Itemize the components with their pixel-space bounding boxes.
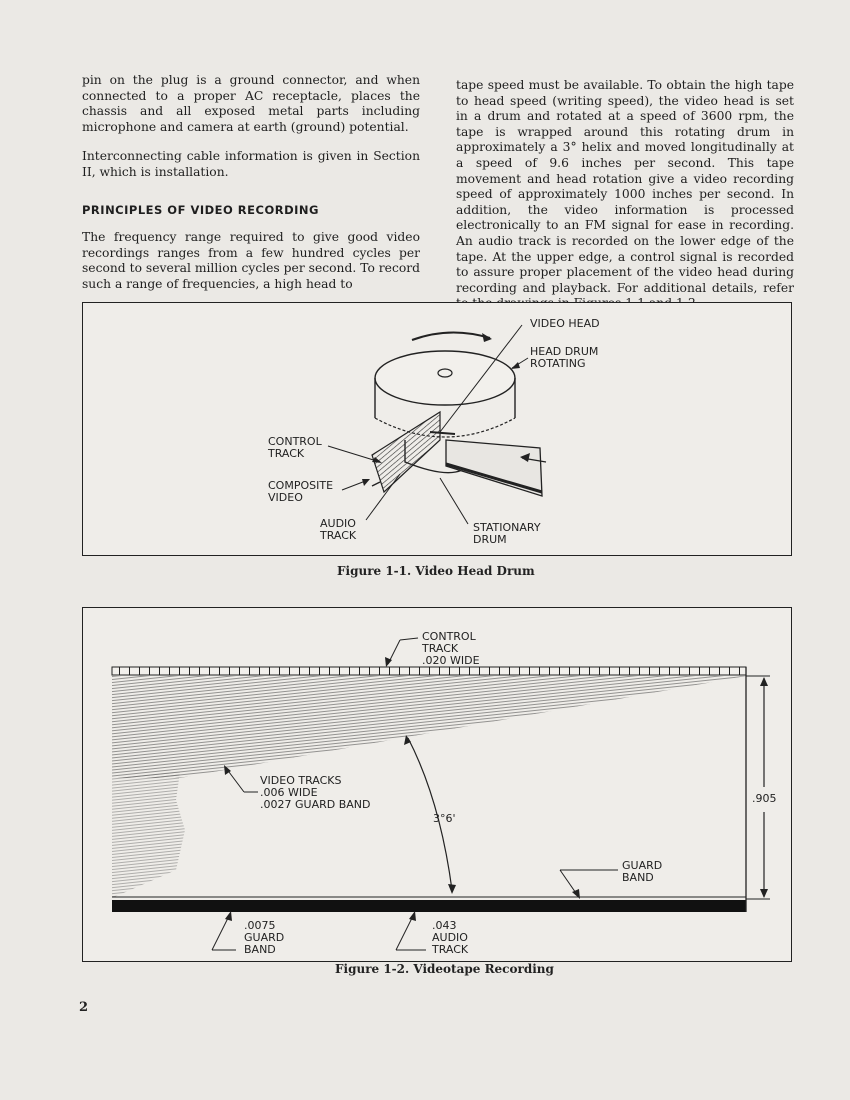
label-audio-track-2: AUDIO — [432, 931, 468, 944]
label-head-drum-2: ROTATING — [530, 357, 586, 370]
label-lower-guard-3: BAND — [244, 943, 276, 956]
right-paragraph-1: tape speed must be available. To obtain the high tape to head speed (writing speed), the video head is set in a drum and rotated at a speed of 3600 rpm, the tape is wrapped around this rotating drum in approximately a 3° helix and moved longitudinally at a speed of 9.6 inches per second. This tape movement and head rotation give a video recording speed of approximately 1000 inches per second. In addition, the video information is processed electronically to an FM signal for ease in recording. An audio track is recorded on the lower edge of the tape. At the upper edge, a control signal is recorded to assure proper placement of the video head during recording and playback. For additional details, refer — [456, 78, 794, 295]
figure-1-2-caption: Figure 1-2. Videotape Recording — [335, 962, 554, 976]
label-composite-2: VIDEO — [268, 491, 303, 504]
label-control-2: TRACK — [268, 447, 305, 460]
label-video-tracks-3: .0027 GUARD BAND — [260, 798, 371, 811]
label-audio-2: TRACK — [320, 529, 357, 542]
label-control-1: CONTROL — [268, 435, 322, 448]
label-angle: 3°6' — [433, 812, 456, 825]
label-audio-1: AUDIO — [320, 517, 356, 530]
label-guard-band-2: BAND — [622, 871, 654, 884]
label-head-drum-1: HEAD DRUM — [530, 345, 599, 358]
label-lower-guard-2: GUARD — [244, 931, 285, 944]
label-control-2b: TRACK — [422, 642, 459, 655]
left-paragraph-3: The frequency range required to give good video recordings ranges from a few hundred cycles per second to several million cycles per second. To record such a range of frequencies, a high head to — [82, 230, 420, 291]
label-stationary-1: STATIONARY — [473, 521, 541, 534]
label-composite-1: COMPOSITE — [268, 479, 334, 492]
label-lower-guard-1: .0075 — [244, 919, 276, 932]
label-control-1b: CONTROL — [422, 630, 476, 643]
label-video-tracks-1: VIDEO TRACKS — [260, 774, 342, 787]
label-audio-track-1: .043 — [432, 919, 457, 932]
label-audio-track-3: TRACK — [432, 943, 469, 956]
figure-1-1-caption: Figure 1-1. Video Head Drum — [337, 564, 535, 578]
left-paragraph-2: Interconnecting cable information is given in Section II, which is installation. — [82, 149, 420, 179]
page-number: 2 — [79, 1000, 89, 1015]
label-video-tracks-2: .006 WIDE — [260, 786, 318, 799]
label-stationary-2: DRUM — [473, 533, 507, 546]
section-heading: PRINCIPLES OF VIDEO RECORDING — [82, 202, 319, 217]
label-guard-band-1: GUARD — [622, 859, 663, 872]
left-paragraph-1: pin on the plug is a ground connector, and when connected to a proper AC receptacle, places the chassis and all exposed metal parts including microphone and camera at earth (ground) potential. — [82, 73, 420, 134]
label-control-3b: .020 WIDE — [422, 654, 480, 667]
label-video-head: VIDEO HEAD — [530, 317, 600, 330]
label-tape-width: .905 — [752, 792, 777, 805]
